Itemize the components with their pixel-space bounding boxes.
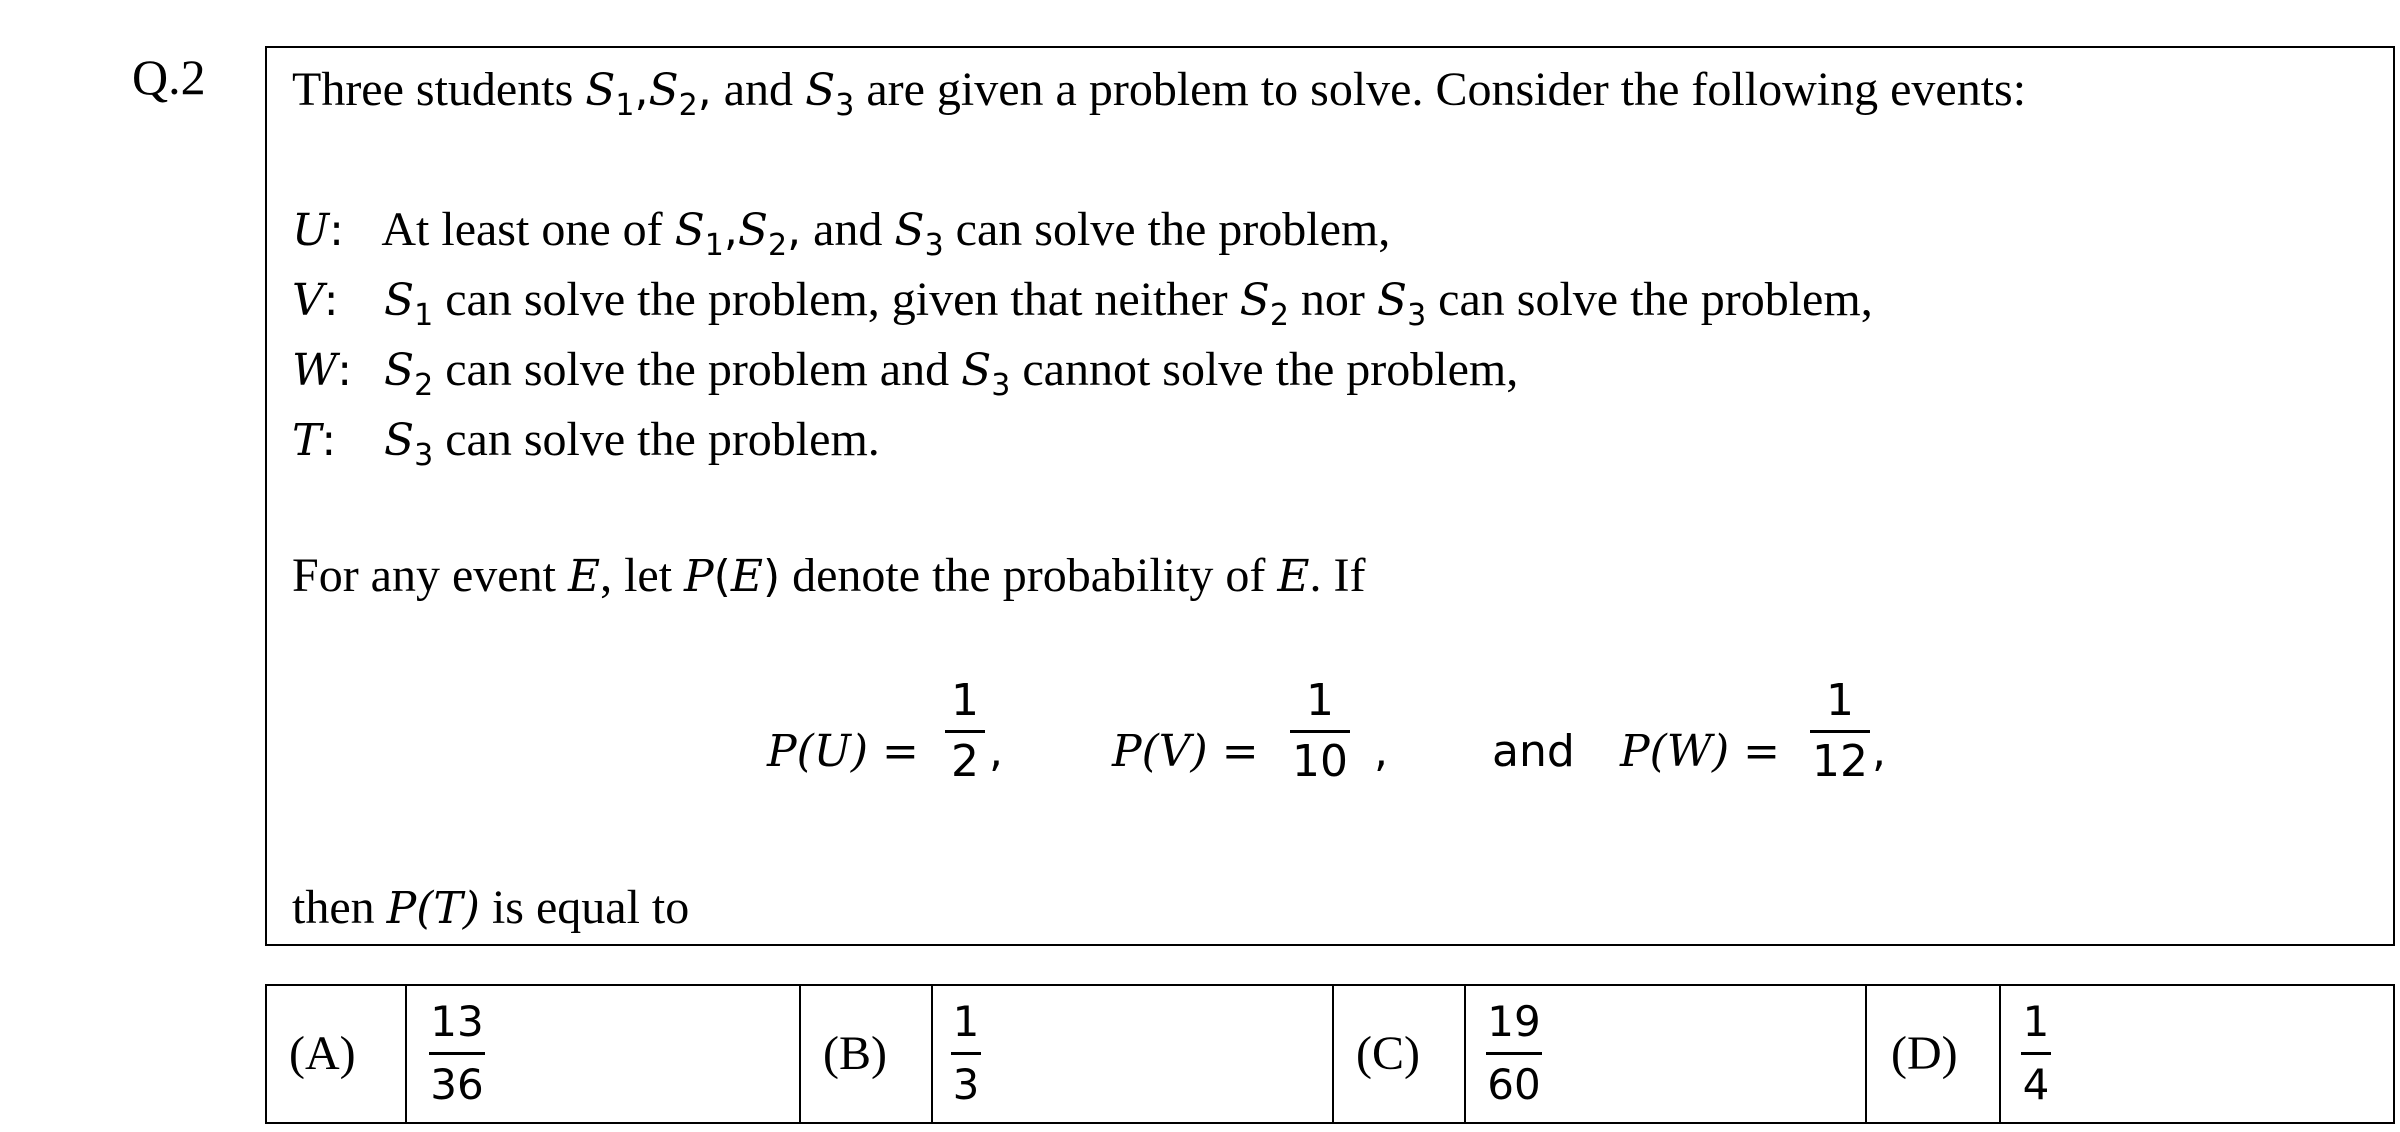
- option-a[interactable]: (A) 13 36: [267, 986, 799, 1122]
- intro-suffix: are given a problem to solve. Consider the following events:: [866, 63, 2027, 116]
- student-s3: $S_3$: [805, 65, 855, 123]
- event-label: V: [292, 275, 324, 326]
- student-s2: $S_2$: [648, 65, 698, 123]
- answer-options: [265, 984, 2395, 1124]
- event-label: T: [292, 415, 322, 466]
- student-s1: $S_1$: [585, 65, 635, 123]
- event-text: can solve the problem, given that neither: [445, 273, 1228, 326]
- then-line: then P(T) is equal to: [292, 881, 690, 934]
- event-text: At least one of: [381, 203, 663, 256]
- and-word: and: [723, 63, 794, 116]
- event-text: can solve the problem.: [445, 413, 880, 466]
- event-label: U: [292, 205, 330, 256]
- fraction: 1 2: [945, 678, 985, 785]
- question-box: Three students $S_1,S_2$, and $S_3$ are given a problem to solve. Consider the following events: U: At least one of $S_1,S_2$, and $S_3$ can solve the problem, V: $S_1$ can solve the problem, given that neither $S_2$ nor $S_3$ can solve the problem, W: $S_2$ can solve the problem and $S_3$ cannot solve the problem, T: $S_3$ can solve the problem. For any event E, let P(E) denote the probability of E. If P(U) = 1 2 , P(V) = 1 10 , and P(W) = 1 12 , then P(T) is equal to: [265, 46, 2395, 946]
- intro-prefix: Three students: [292, 63, 574, 116]
- question-number: Q.2: [132, 49, 206, 105]
- option-fraction: 13 36: [430, 997, 484, 1110]
- option-b[interactable]: (B) 1 3: [799, 986, 1332, 1122]
- option-fraction: 1 4: [2022, 997, 2050, 1110]
- event-v: V: $S_1$ can solve the problem, given that neither $S_2$ nor $S_3$ can solve the problem,: [292, 273, 1873, 333]
- fraction: 1 12: [1812, 675, 1868, 788]
- event-t: T: $S_3$ can solve the problem.: [292, 413, 880, 473]
- intro-line: Three students $S_1,S_2$, and $S_3$ are given a problem to solve. Consider the following events:: [292, 63, 2027, 123]
- option-c[interactable]: (C) 19 60: [1332, 986, 1865, 1122]
- fraction: 1 10: [1292, 675, 1348, 788]
- event-label: W: [292, 345, 338, 396]
- option-fraction: 1 3: [952, 997, 980, 1110]
- probability-definition: For any event E, let P(E) denote the probability of E. If: [292, 549, 1366, 602]
- event-u: U: At least one of $S_1,S_2$, and $S_3$ can solve the problem,: [292, 203, 1391, 263]
- event-text: can solve the problem and: [445, 343, 950, 396]
- event-text: can solve the problem,: [1438, 273, 1873, 326]
- event-w: W: $S_2$ can solve the problem and $S_3$ cannot solve the problem,: [292, 343, 1519, 403]
- event-text: can solve the problem,: [955, 203, 1391, 256]
- option-fraction: 19 60: [1487, 997, 1541, 1110]
- event-text: cannot solve the problem,: [1022, 343, 1519, 396]
- option-d[interactable]: (D) 1 4: [1865, 986, 2397, 1122]
